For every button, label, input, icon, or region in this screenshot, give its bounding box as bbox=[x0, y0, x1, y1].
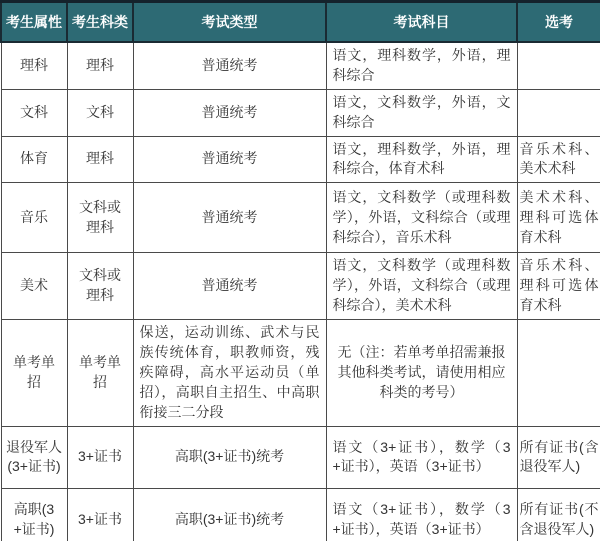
cell-exam-attribute: 单考单招 bbox=[1, 319, 67, 426]
cell-optional-exams bbox=[517, 319, 600, 426]
header-cell-optional-exams: 选考 bbox=[517, 2, 600, 43]
cell-subject-category: 理科 bbox=[67, 42, 133, 89]
cell-subject-category: 文科 bbox=[67, 89, 133, 136]
cell-exam-type: 保送，运动训练、武术与民族传统体育，职教师资，残疾障碍，高水平运动员（单招），高职自主招生、中高职衔接三二分段 bbox=[133, 319, 326, 426]
table-row-veterans-certificate bbox=[1, 426, 600, 488]
table-header bbox=[1, 2, 600, 43]
header-row bbox=[1, 2, 600, 43]
cell-exam-type: 普通统考 bbox=[133, 89, 326, 136]
cell-exam-attribute: 理科 bbox=[1, 42, 67, 89]
cell-exam-type: 普通统考 bbox=[133, 136, 326, 183]
cell-subject-category: 3+证书 bbox=[67, 488, 133, 541]
cell-subject-category: 理科 bbox=[67, 136, 133, 183]
cell-exam-subjects: 语文（3+证书），数学（3+证书），英语（3+证书） bbox=[326, 488, 517, 541]
cell-optional-exams: 音乐术科、美术术科 bbox=[517, 136, 600, 183]
table-row-separate-exam bbox=[1, 319, 600, 426]
cell-optional-exams: 所有证书(含退役军人) bbox=[517, 426, 600, 488]
table-row-fine-arts bbox=[1, 253, 600, 320]
cell-exam-subjects: 语文，文科数学（或理科数学），外语，文科综合（或理科综合），美术术科 bbox=[326, 253, 517, 320]
cell-exam-subjects: 语文，文科数学（或理科数学），外语，文科综合（或理科综合），音乐术科 bbox=[326, 183, 517, 253]
header-cell-exam-type: 考试类型 bbox=[133, 2, 326, 43]
cell-exam-subjects: 语文，文科数学，外语，文科综合 bbox=[326, 89, 517, 136]
cell-optional-exams: 音乐术科、理科可选体育术科 bbox=[517, 253, 600, 320]
table-row-sports bbox=[1, 136, 600, 183]
cell-exam-attribute: 体育 bbox=[1, 136, 67, 183]
cell-exam-type: 普通统考 bbox=[133, 42, 326, 89]
cell-exam-subjects: 无（注：若单考单招需兼报其他科类考试，请使用相应科类的考号） bbox=[326, 319, 517, 426]
header-cell-subject-category: 考生科类 bbox=[67, 2, 133, 43]
cell-exam-type: 普通统考 bbox=[133, 183, 326, 253]
header-cell-exam-subjects: 考试科目 bbox=[326, 2, 517, 43]
cell-subject-category: 单考单招 bbox=[67, 319, 133, 426]
cell-exam-type: 普通统考 bbox=[133, 253, 326, 320]
table-row-liberal-arts bbox=[1, 89, 600, 136]
cell-subject-category: 文科或理科 bbox=[67, 183, 133, 253]
cell-exam-type: 高职(3+证书)统考 bbox=[133, 426, 326, 488]
cell-subject-category: 文科或理科 bbox=[67, 253, 133, 320]
cell-exam-subjects: 语文，理科数学，外语，理科综合 bbox=[326, 42, 517, 89]
cell-exam-attribute: 美术 bbox=[1, 253, 67, 320]
cell-exam-attribute: 高职(3+证书) bbox=[1, 488, 67, 541]
cell-subject-category: 3+证书 bbox=[67, 426, 133, 488]
table-row-science bbox=[1, 42, 600, 89]
cell-exam-type: 高职(3+证书)统考 bbox=[133, 488, 326, 541]
cell-optional-exams: 所有证书(不含退役军人) bbox=[517, 488, 600, 541]
cell-exam-subjects: 语文（3+证书），数学（3+证书），英语（3+证书） bbox=[326, 426, 517, 488]
header-cell-exam-attribute: 考生属性 bbox=[1, 2, 67, 43]
cell-exam-attribute: 退役军人(3+证书) bbox=[1, 426, 67, 488]
table-row-music bbox=[1, 183, 600, 253]
table-row-vocational-certificate bbox=[1, 488, 600, 541]
cell-optional-exams bbox=[517, 42, 600, 89]
table-body bbox=[1, 42, 600, 541]
cell-optional-exams: 美术术科、理科可选体育术科 bbox=[517, 183, 600, 253]
cell-exam-attribute: 音乐 bbox=[1, 183, 67, 253]
cell-optional-exams bbox=[517, 89, 600, 136]
cell-exam-attribute: 文科 bbox=[1, 89, 67, 136]
cell-exam-subjects: 语文，理科数学，外语，理科综合，体育术科 bbox=[326, 136, 517, 183]
